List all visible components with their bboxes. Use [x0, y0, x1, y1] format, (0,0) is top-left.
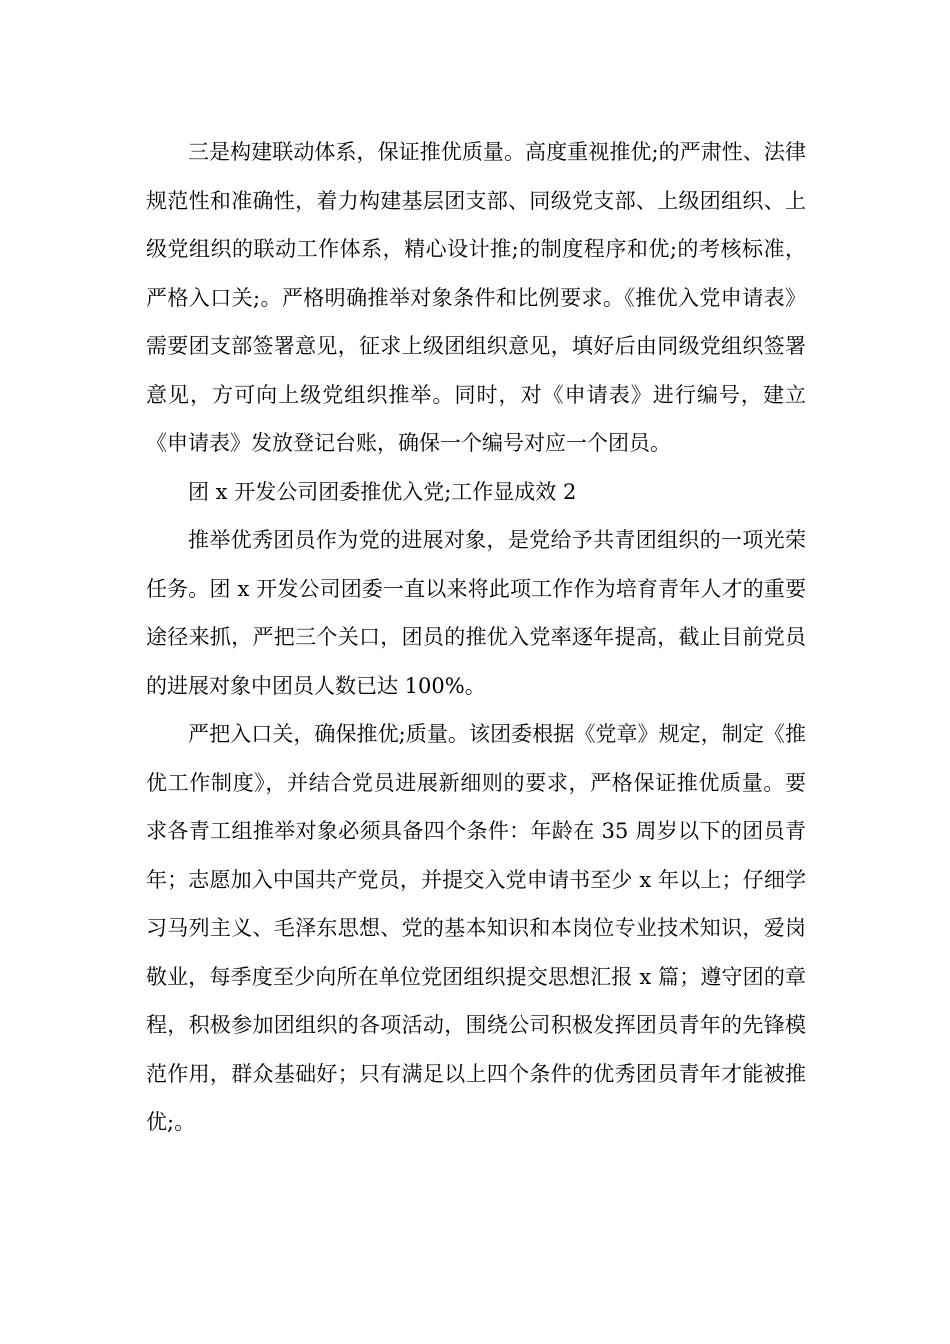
- paragraph-entry-control: 严把入口关，确保推优;质量。该团委根据《党章》规定，制定《推优工作制度》，并结合党员进展新细则的要求，严格保证推优质量。要求各青工组推举对象必须具备四个条件：年龄在 35 周岁以下的团员青年；志愿加入中国共产党员，并提交入党申请书至少 x 年以上；仔细学习马列主义、毛泽东思想、党的基本知识和本岗位专业技术知识，爱岗敬业，每季度至少向所在单位党团组织提交思想汇报 x 篇；遵守团的章程，积极参加团组织的各项活动，围绕公司积极发挥团员青年的先锋模范作用，群众基础好；只有满足以上四个条件的优秀团员青年才能被推优;。: [146, 722, 806, 1134]
- paragraph-linkage-system: 三是构建联动体系，保证推优质量。高度重视推优;的严肃性、法律规范性和准确性，着力构建基层团支部、同级党支部、上级团组织、上级党组织的联动工作体系，精心设计推;的制度程序和优;的考核标准，严格入口关;。严格明确推举对象条件和比例要求。《推优入党申请表》需要团支部签署意见，征求上级团组织意见，填好后由同级党组织签署意见，方可向上级党组织推举。同时，对《申请表》进行编号，建立《申请表》发放登记台账，确保一个编号对应一个团员。: [146, 140, 806, 455]
- paragraph-recommendation-task: 推举优秀团员作为党的进展对象，是党给予共青团组织的一项光荣任务。团 x 开发公司团委一直以来将此项工作作为培育青年人才的重要途径来抓，严把三个关口，团员的推优入党率逐年提高，截止目前党员的进展对象中团员人数已达 100%。: [146, 528, 806, 698]
- section-heading: 团 x 开发公司团委推优入党;工作显成效 2: [188, 479, 577, 504]
- document-page: [146, 128, 806, 1147]
